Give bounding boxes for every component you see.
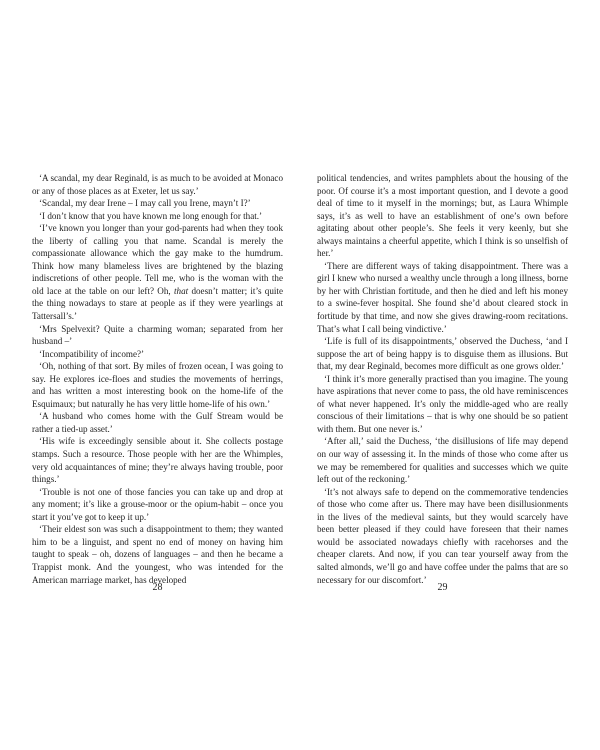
paragraph: ‘There are different ways of taking disappointment. There was a girl I knew who nursed a wealthy uncle through a long illness, borne by her with Christian fortitude, and then he died and left his money to a swine-fever hospital. She found she’d about cleared stock in fortitude by that time, and now she gives drawing-room recitations. That’s what I call being vindictive.’ — [317, 260, 568, 334]
paragraph: ‘I think it’s more generally practised than you imagine. The young have aspirations that never come to pass, the old have reminiscences of what never happened. It’s only the middle-aged who are really conscious of their limitations – that is why one should be so patient with them. But one never is.’ — [317, 373, 568, 434]
paragraph: ‘A scandal, my dear Reginald, is as much to be avoided at Monaco or any of those places as at Exeter, let us say.’ — [32, 173, 283, 196]
paragraph: ‘I don’t know that you have known me long enough for that.’ — [39, 210, 263, 221]
page-number-right: 29 — [437, 582, 448, 593]
paragraph: ‘Oh, nothing of that sort. By miles of frozen ocean, I was going to say. He explores ice-floes and studies the movements of herrings, and has written a most interesting book on the home-life of the Esquimaux; but naturally he has very little home-life of his own.’ — [32, 361, 283, 409]
paragraph: ‘After all,’ said the Duchess, ‘the disillusions of life may depend on our way of assessing it. In the minds of those who come after us we may be remembered for qualities and successes which we quite left out of the reckoning.’ — [317, 436, 568, 485]
paragraph: ‘Trouble is not one of those fancies you can take up and drop at any moment; it’s like a grouse-moor or the opium-habit – once you start it you’ve got to keep it up.’ — [32, 486, 283, 522]
paragraph: ‘His wife is exceedingly sensible about it. She collects postage stamps. Such a resource. Those people with her are the Whimples, very old acquaintances of mine; they’re always having trouble, poor things.’ — [32, 436, 283, 485]
paragraph: ‘Incompatibility of income?’ — [39, 348, 145, 359]
paragraph: ‘Their eldest son was such a disappointment to them; they wanted him to be a linguist, and spent no end of money on having him taught to speak – oh, dozens of languages – and then he became a Trappist monk. And the youngest, who was intended for the American marriage market, has developed — [32, 524, 283, 585]
paragraph: political tendencies, and writes pamphlets about the housing of the poor. Of course it’s a most important question, and I devote a good deal of time to it myself in the mornings; but, as Laura Whimple says, it’s as well to have an establishment of one’s own before agitating about other people’s. She feels it very keenly, but she always maintains a cheerful appetite, which I think is so unselfish of her.’ — [317, 173, 568, 259]
paragraph: ‘Scandal, my dear Irene – I may call you Irene, mayn’t I?’ — [39, 198, 251, 209]
paragraph: ‘A husband who comes home with the Gulf Stream would be rather a tied-up asset.’ — [32, 411, 283, 434]
paragraph: ‘Life is full of its disappointments,’ observed the Duchess, ‘and I suppose the art of being happy is to disguise them as illusions. But that, my dear Reginald, becomes more difficult as one grows older.’ — [317, 336, 568, 372]
paragraph: ‘I’ve known you longer than your god-parents had when they took the liberty of calling you that name. Scandal is merely the compassionate allowance which the gay make to the humdrum. Think how many blameless lives are brightened by the blazing indiscretions of other people. Tell me, who is the woman with the old lace at the table on our left? Oh, that doesn’t matter; it’s quite the thing nowadays to stare at people as if they were yearlings at Tattersall’s.’ — [32, 223, 283, 322]
page-number-left: 28 — [152, 582, 163, 593]
paragraph: ‘It’s not always safe to depend on the commemorative tendencies of those who come after us. There may have been disillusionments in the lives of the medieval saints, but they would scarcely have been better pleased if they could have foreseen that their names would be associated nowadays chiefly with racehorses and the cheaper clarets. And now, if you can tear yourself away from the salted almonds, we’ll go and have coffee under the palms that are so necessary for our discomfort.’ — [317, 486, 568, 585]
left-page-text — [32, 172, 283, 586]
paragraph: ‘Mrs Spelvexit? Quite a charming woman; separated from her husband –’ — [32, 323, 283, 347]
right-page-text — [317, 172, 568, 586]
